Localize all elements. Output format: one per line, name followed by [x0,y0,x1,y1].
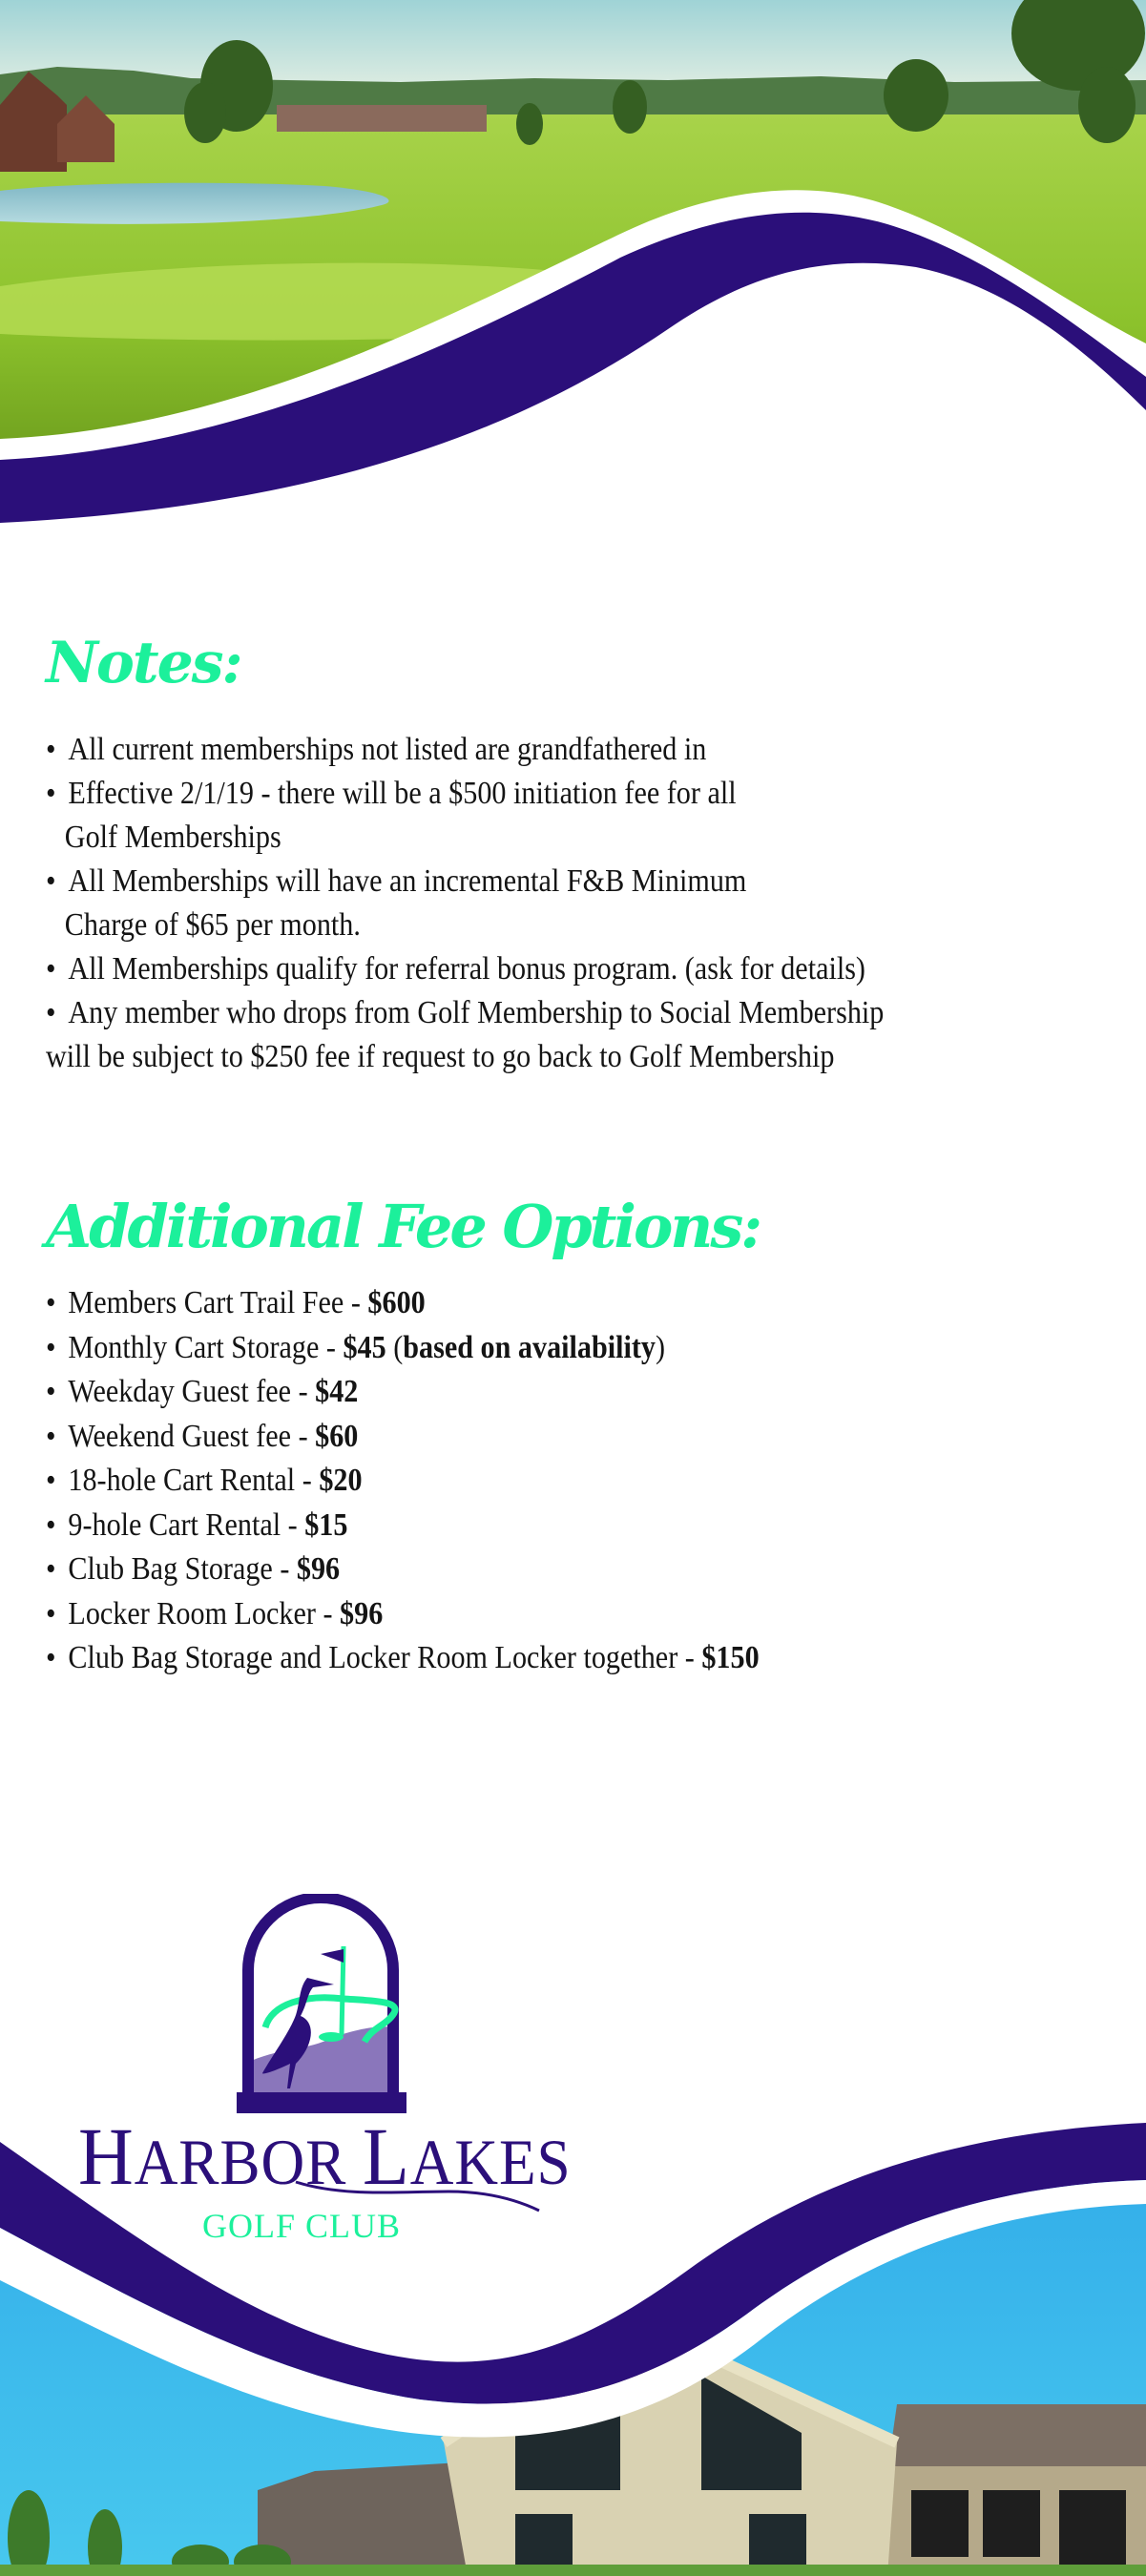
fees-section [46,1192,1124,1681]
fee-price: $20 [319,1463,363,1498]
fees-heading: Additional Fee Options: [46,1192,761,1261]
harbor-lakes-logo [57,1894,572,2256]
notes-section [46,630,1124,1079]
fee-price: $96 [296,1551,341,1587]
note-item-continuation: Golf Memberships [64,820,281,855]
fee-price: $42 [315,1374,359,1409]
logo-initial-h: H [78,2110,135,2202]
fee-label: Weekday Guest fee - [68,1374,316,1409]
notes-list [46,728,1124,1079]
fee-label: Club Bag Storage and Locker Room Locker together - [68,1640,702,1675]
fee-note-open: ( [385,1329,404,1365]
fee-item [46,1592,1016,1637]
fee-label: Members Cart Trail Fee - [68,1285,368,1320]
fee-note-close: ) [655,1329,666,1365]
fee-item [46,1636,1016,1681]
note-item: • All current memberships not listed are grandfathered in [46,728,1016,772]
fee-item [46,1504,1016,1548]
note-item-continuation: will be subject to $250 fee if request to go back to Golf Membership [46,1039,835,1074]
note-item-continuation: Charge of $65 per month. [64,907,361,943]
flag [321,1949,344,1963]
fee-item [46,1548,1016,1592]
note-item: • All Memberships qualify for referral bonus program. (ask for details) [46,947,1016,991]
lawn [0,2565,1146,2576]
heron-flag-emblem-icon [57,1894,553,2113]
fee-label: Monthly Cart Storage - [68,1329,344,1365]
note-item: • Any member who drops from Golf Membership to Social Membership [46,991,1016,1035]
fee-label: Club Bag Storage - [68,1551,297,1587]
fee-price: $15 [304,1506,348,1543]
note-item: • All Memberships will have an incremental F&B Minimum [46,860,1016,904]
fee-label: Locker Room Locker - [68,1595,341,1631]
fee-price: $600 [367,1285,426,1320]
fees-list [46,1281,1124,1681]
fee-item [46,1459,1016,1504]
logo-word-akes: AKES [409,2126,572,2198]
fee-price: $96 [340,1595,384,1631]
notes-heading: Notes: [46,630,241,696]
fee-label: 9-hole Cart Rental - [68,1506,305,1543]
green-hole [319,2032,344,2042]
logo-initial-l: L [362,2110,410,2202]
logo-subtitle: GOLF CLUB [202,2207,402,2245]
logo-word-arbor: ARBOR [134,2126,347,2198]
fee-label: 18-hole Cart Rental - [68,1463,320,1498]
fee-item [46,1281,1016,1326]
fee-item [46,1415,1016,1460]
fee-price: $45 [343,1329,386,1365]
hero-golf-course-image [0,0,1146,534]
fee-item [46,1370,1016,1415]
fee-price: $150 [701,1640,760,1675]
fee-note: based on availability [403,1329,656,1365]
fee-item [46,1326,1016,1371]
fee-price: $60 [315,1418,359,1454]
note-item: • Effective 2/1/19 - there will be a $500 initiation fee for all [46,772,1016,816]
fee-label: Weekend Guest fee - [68,1418,316,1454]
